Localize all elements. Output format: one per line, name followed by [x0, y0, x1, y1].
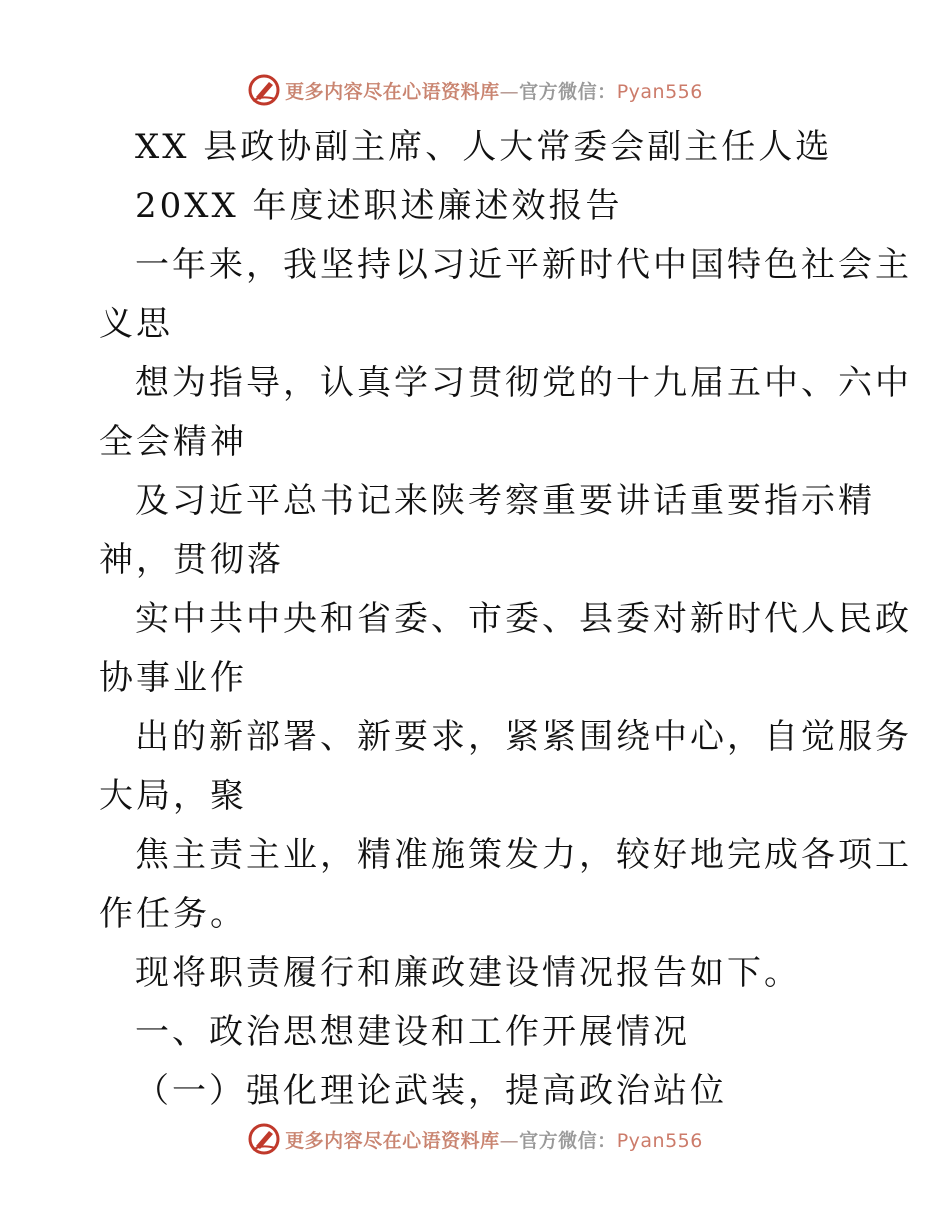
subsection-heading: （一）强化理论武装，提高政治站位 — [135, 1071, 727, 1111]
paragraph-line: 神，贯彻落 — [99, 540, 284, 580]
section-heading: 一、政治思想建设和工作开展情况 — [135, 1012, 690, 1052]
paragraph-line: 协事业作 — [99, 658, 247, 698]
paragraph-line: 大局，聚 — [99, 776, 247, 816]
paragraph-line: 现将职责履行和廉政建设情况报告如下。 — [135, 953, 801, 993]
paragraph-line: 出的新部署、新要求，紧紧围绕中心，自觉服务 — [135, 717, 912, 757]
doc-title-line-2: 20XX 年度述职述廉述效报告 — [135, 186, 623, 226]
logo-icon — [247, 73, 281, 107]
paragraph-line: 一年来，我坚持以习近平新时代中国特色社会主 — [135, 245, 912, 285]
paragraph-line: 焦主责主业，精准施策发力，较好地完成各项工 — [135, 835, 912, 875]
paragraph-line: 实中共中央和省委、市委、县委对新时代人民政 — [135, 599, 912, 639]
watermark-text: 更多内容尽在心语资料库—官方微信：Pyan556 — [285, 80, 703, 103]
paragraph-line: 作任务。 — [99, 894, 247, 934]
logo-icon — [247, 1122, 281, 1156]
watermark-text: 更多内容尽在心语资料库—官方微信：Pyan556 — [285, 1129, 703, 1152]
doc-title-line-1: XX 县政协副主席、人大常委会副主任人选 — [135, 127, 833, 167]
footer-watermark — [0, 1119, 950, 1159]
paragraph-line: 全会精神 — [99, 422, 247, 462]
paragraph-line: 义思 — [99, 304, 173, 344]
paragraph-line: 及习近平总书记来陕考察重要讲话重要指示精 — [135, 481, 875, 521]
paragraph-line: 想为指导，认真学习贯彻党的十九届五中、六中 — [135, 363, 912, 403]
header-watermark — [0, 70, 950, 110]
